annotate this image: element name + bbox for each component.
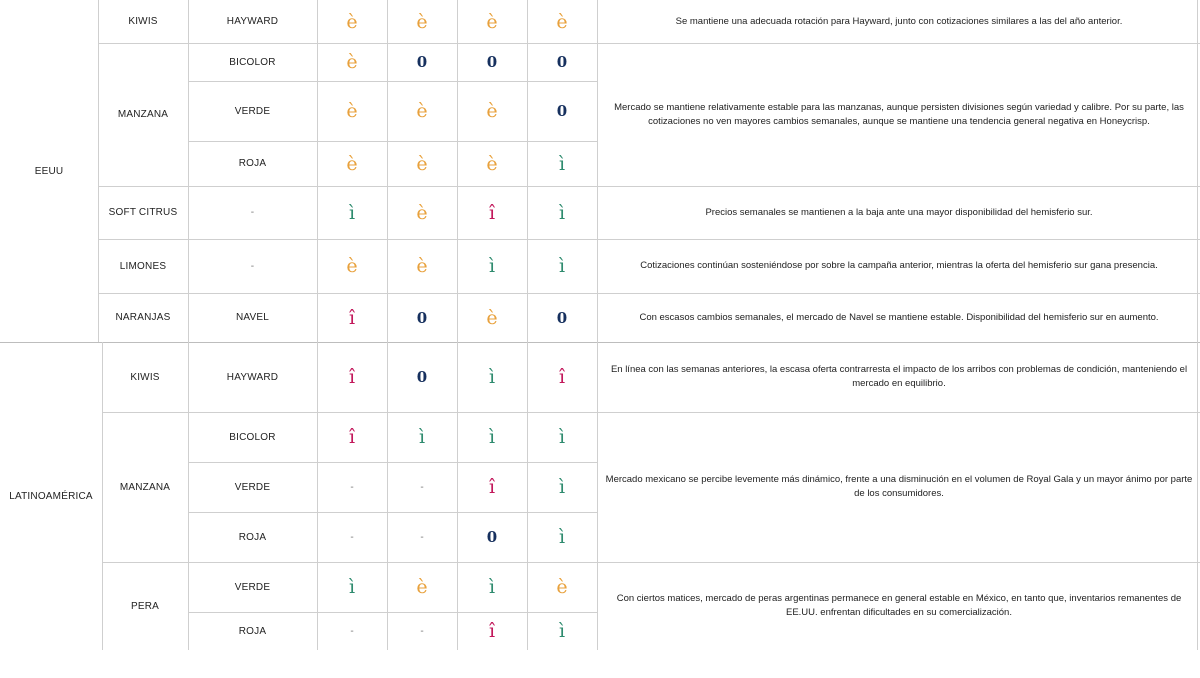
variety-cell: HAYWARD bbox=[226, 371, 279, 383]
region-eeuu: EEUU bbox=[34, 165, 64, 177]
variety-cell: ROJA bbox=[238, 158, 267, 169]
trend-symbol: è bbox=[346, 51, 358, 73]
product-eeuu-naranjas: NARANJAS bbox=[115, 312, 171, 323]
trend-symbol: è bbox=[486, 10, 498, 33]
trend-symbol: è bbox=[486, 306, 498, 329]
trend-symbol: è bbox=[486, 152, 498, 175]
trend-symbol: è bbox=[416, 201, 428, 224]
comment-latam-manzana: Mercado mexicano se percibe levemente más dinámico, frente a una disminución en el volumen de Royal Gala y un mayor ánimo por parte de los consumidores. bbox=[605, 474, 1193, 499]
trend-symbol: 0 bbox=[556, 308, 568, 327]
trend-symbol: ì bbox=[348, 201, 356, 224]
trend-symbol: î bbox=[488, 476, 496, 498]
product-eeuu-softcitrus: SOFT CITRUS bbox=[108, 207, 178, 218]
trend-symbol: ì bbox=[348, 576, 356, 598]
trend-symbol: 0 bbox=[556, 102, 568, 120]
product-latam-kiwis: KIWIS bbox=[130, 371, 160, 383]
comment-latam-kiwis: En línea con las semanas anteriores, la escasa oferta contrarresta el impacto de los arribos con problemas de condición, manteniendo el mercado en equilibrio. bbox=[610, 364, 1188, 389]
comment-eeuu-softcitrus: Precios semanales se mantienen a la baja ante una mayor disponibilidad del hemisferio sur. bbox=[705, 206, 1093, 218]
product-eeuu-kiwis: KIWIS bbox=[128, 16, 158, 27]
trend-symbol: - bbox=[420, 531, 424, 543]
trend-symbol: è bbox=[346, 255, 358, 277]
trend-symbol: è bbox=[346, 100, 358, 122]
variety-cell: NAVEL bbox=[235, 312, 270, 323]
trend-symbol: ì bbox=[488, 576, 496, 598]
trend-symbol: è bbox=[556, 576, 568, 598]
trend-symbol: ì bbox=[558, 152, 566, 175]
region-latam: LATINOAMÉRICA bbox=[9, 490, 93, 502]
trend-symbol: è bbox=[346, 152, 358, 175]
product-latam-manzana: MANZANA bbox=[119, 481, 171, 493]
trend-symbol: ì bbox=[488, 366, 496, 388]
trend-symbol: - bbox=[350, 625, 354, 637]
trend-symbol: ì bbox=[488, 426, 496, 448]
product-latam-pera: PERA bbox=[130, 600, 160, 612]
trend-symbol: î bbox=[488, 201, 496, 224]
trend-symbol: 0 bbox=[556, 53, 568, 71]
trend-symbol: - bbox=[350, 481, 354, 493]
trend-symbol: è bbox=[416, 152, 428, 175]
trend-symbol: ì bbox=[558, 201, 566, 224]
trend-symbol: ì bbox=[558, 255, 566, 277]
variety-cell: - bbox=[250, 260, 255, 272]
comment-eeuu-kiwis: Se mantiene una adecuada rotación para Hayward, junto con cotizaciones similares a las del año anterior. bbox=[675, 15, 1123, 27]
trend-symbol: 0 bbox=[416, 308, 428, 327]
product-eeuu-manzana: MANZANA bbox=[117, 109, 169, 120]
trend-symbol: î bbox=[348, 366, 356, 388]
trend-symbol: ì bbox=[558, 526, 566, 548]
trend-symbol: 0 bbox=[416, 53, 428, 71]
trend-symbol: 0 bbox=[486, 528, 498, 546]
trend-symbol: ì bbox=[418, 426, 426, 448]
trend-symbol: è bbox=[416, 100, 428, 122]
product-eeuu-limones: LIMONES bbox=[119, 260, 167, 272]
variety-cell: VERDE bbox=[234, 105, 271, 117]
trend-symbol: è bbox=[416, 576, 428, 598]
comment-eeuu-manzana: Mercado se mantiene relativamente estable para las manzanas, aunque persisten divisiones según variedad y calibre. Por su parte, las cotizaciones no ven mayores cambios semanales, aunque se mantiene una tendencia general negativa en Honeycrisp. bbox=[614, 101, 1184, 127]
variety-cell: VERDE bbox=[234, 481, 271, 493]
comment-latam-pera: Con ciertos matices, mercado de peras argentinas permanece en general estable en México, en tanto que, inventarios remanentes de EE.UU. enfrentan dificultades en su comercialización. bbox=[616, 593, 1182, 618]
variety-cell: BICOLOR bbox=[229, 431, 276, 443]
comment-eeuu-limones: Cotizaciones continúan sosteniéndose por sobre la campaña anterior, mientras la oferta del hemisferio sur gana presencia. bbox=[640, 260, 1158, 272]
trend-symbol: - bbox=[420, 481, 424, 493]
comment-eeuu-naranjas: Con escasos cambios semanales, el mercado de Navel se mantiene estable. Disponibilidad del hemisferio sur en aumento. bbox=[639, 311, 1159, 323]
trend-symbol: î bbox=[488, 620, 496, 642]
variety-cell: VERDE bbox=[234, 581, 271, 593]
trend-symbol: î bbox=[348, 426, 356, 448]
trend-symbol: ì bbox=[558, 620, 566, 642]
trend-symbol: ì bbox=[558, 476, 566, 498]
trend-symbol: è bbox=[556, 10, 568, 33]
trend-symbol: è bbox=[416, 255, 428, 277]
variety-cell: HAYWARD bbox=[226, 16, 279, 27]
trend-symbol: è bbox=[416, 10, 428, 33]
trend-symbol: î bbox=[558, 366, 566, 388]
variety-cell: ROJA bbox=[238, 531, 267, 543]
variety-cell: BICOLOR bbox=[229, 56, 276, 68]
trend-symbol: ì bbox=[488, 255, 496, 277]
trend-symbol: 0 bbox=[416, 368, 428, 386]
variety-cell: - bbox=[250, 207, 255, 218]
trend-symbol: î bbox=[348, 306, 356, 329]
trend-symbol: è bbox=[346, 10, 358, 33]
trend-symbol: 0 bbox=[486, 53, 498, 71]
trend-symbol: è bbox=[486, 100, 498, 122]
variety-cell: ROJA bbox=[238, 625, 267, 637]
trend-symbol: - bbox=[420, 625, 424, 637]
trend-symbol: - bbox=[350, 531, 354, 543]
trend-symbol: ì bbox=[558, 426, 566, 448]
